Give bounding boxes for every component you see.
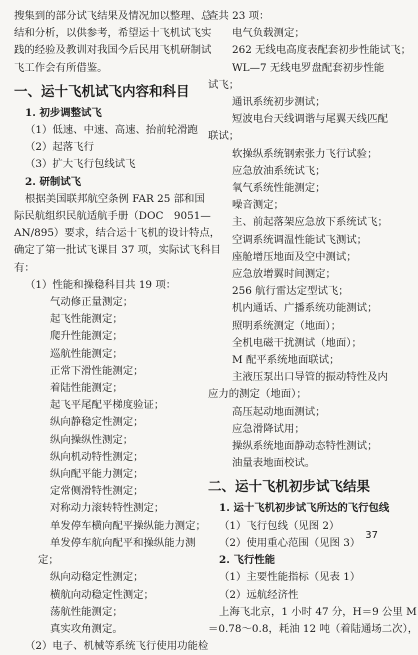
subsection-heading: 2. 研制试飞 — [25, 175, 82, 188]
text-line: ＝0.78～0.8，耗油 12 吨（着陆通场二次）， — [208, 622, 418, 635]
list-item: 全机电磁干扰测试（地面）； — [232, 336, 362, 349]
list-item: 电气负载测定； — [232, 27, 305, 40]
list-item: （3）扩大飞行包线试飞 — [25, 158, 136, 171]
list-item: （1）主要性能指标（见表 1） — [219, 571, 361, 584]
list-item: 软操纵系统钢索张力飞行试验； — [232, 147, 378, 160]
list-item: 操纵系统地面静动态特性测试； — [232, 440, 378, 453]
list-item: 纵向机动特性测定； — [50, 450, 144, 463]
list-item: 巡航性能测定； — [50, 347, 123, 360]
list-item: 262 无线电高度表配套初步性能试飞； — [232, 44, 411, 57]
list-item: WL—7 无线电罗盘配套初步性能 — [232, 61, 385, 74]
list-item: M 配平系统地面联试； — [232, 354, 340, 367]
text-line: 搜集到的部分试飞结果及情况加以整理、总 — [14, 10, 212, 22]
left-column — [14, 8, 221, 655]
list-item: 爬升性能测定； — [50, 330, 123, 343]
text-line: 查共 23 项： — [208, 10, 270, 22]
list-item: （2）电子、机械等系统飞行使用功能检 — [25, 640, 209, 653]
list-item: 氧气系统性能测定； — [232, 182, 326, 195]
body-paragraph — [14, 191, 221, 277]
text-line: 确定了第一批试飞课目 37 项，实际试飞科目 — [14, 244, 221, 257]
list-item: 正常下滑性能测定； — [50, 364, 144, 377]
list-item: 真实攻角测定。 — [50, 622, 123, 635]
list-item: 照明系统测定（地面）； — [232, 319, 342, 332]
list-item: 对称动力滚转特性测定； — [50, 502, 165, 515]
list-item: （2）使用重心范围（见图 3） — [219, 536, 361, 549]
list-item: 着陆性能测定； — [50, 382, 123, 395]
list-item: 单发停车航向配平和操纵能力测 — [50, 536, 196, 549]
subsection-heading: 1. 初步调整试飞 — [25, 106, 102, 119]
list-item: （1）低速、中速、高速、抬前轮滑跑 — [25, 124, 198, 137]
text-line: 践的经验及教训对我国今后民用飞机研制试 — [14, 44, 212, 57]
list-item: 气动修正量测定； — [50, 296, 134, 309]
list-item: （1）性能和操稳科目共 19 项： — [25, 278, 177, 291]
list-item: 座舱增压地面及空中测试； — [232, 250, 357, 263]
list-item: 主、前起落架应急放下系统试飞； — [232, 216, 388, 229]
text-line: 有： — [14, 261, 35, 274]
subsection-heading: 1. 运十飞机初步试飞所达的飞行包线 — [219, 502, 390, 515]
list-item: 横航向动稳定性测定； — [50, 588, 154, 601]
list-item: 纵向配平能力测定； — [50, 468, 144, 481]
section-heading-1: 一、运十飞机试飞内容和科目 — [14, 83, 190, 100]
text-line: 根据美国联邦航空条例 FAR 25 部和国 — [25, 192, 205, 205]
list-item: 应急滑降试用； — [232, 422, 305, 435]
list-item: 起飞平尾配平梯度验证； — [50, 399, 165, 412]
list-item: 油量表地面校试。 — [232, 457, 316, 470]
text-line: 上海飞北京，1 小时 47 分，H＝9 公里 M — [219, 605, 417, 618]
text-line: AN/895）要求，结合运十飞机的设计特点， — [14, 227, 221, 240]
list-item: 高压起动地面测试； — [232, 405, 326, 418]
list-item: 主液压泵出口导管的振动特性及内 — [232, 371, 388, 384]
text-line: 应力的测定（地面）； — [208, 388, 307, 401]
text-line: 结和分析，以供参考，希望运十飞机试飞实 — [14, 27, 212, 40]
list-item: 噪音测定； — [232, 199, 284, 212]
list-item: 通讯系统初步测试； — [232, 96, 326, 109]
text-line: 飞工作会有所借鉴。 — [14, 61, 108, 74]
text-line: 联试； — [208, 130, 240, 143]
list-item: 空调系统调温性能试飞测试； — [232, 233, 368, 246]
list-item: 应急放增翼时间测定； — [232, 268, 336, 281]
text-line: 试飞； — [208, 78, 240, 91]
list-item: 荡航性能测定； — [50, 605, 123, 618]
list-item: 短波电台天线调谐与尾翼天线匹配 — [232, 113, 388, 126]
list-item: 定常侧滑特性测定； — [50, 485, 144, 498]
list-item: 定； — [38, 554, 59, 567]
list-item: 256 航行雷达定型试飞； — [232, 285, 349, 298]
list-item: 单发停车横向配平操纵能力测定； — [50, 519, 206, 532]
list-item: 纵向静稳定性测定； — [50, 416, 144, 429]
list-item: （1）飞行包线（见图 2） — [219, 519, 340, 532]
text-line: 际民航组织民航适航手册（DOC 9051— — [14, 210, 211, 223]
right-column — [208, 8, 418, 638]
list-item: 起飞性能测定； — [50, 313, 123, 326]
list-item: 应急放油系统试飞； — [232, 164, 326, 177]
subsection-heading: 2. 飞行性能 — [219, 554, 276, 567]
intro-paragraph — [14, 8, 212, 77]
list-item: 机内通话、广播系统功能测试； — [232, 302, 378, 315]
list-item: 纵向操纵性测定； — [50, 433, 134, 446]
section-heading-2: 二、运十飞机初步试飞结果 — [208, 479, 370, 496]
page-number: 37 — [365, 530, 378, 541]
list-item: （2）起落飞行 — [25, 141, 94, 154]
list-item: 纵向动稳定性测定； — [50, 571, 144, 584]
test-subject-list — [14, 294, 204, 638]
list-item: （2）远航经济性 — [219, 588, 299, 601]
